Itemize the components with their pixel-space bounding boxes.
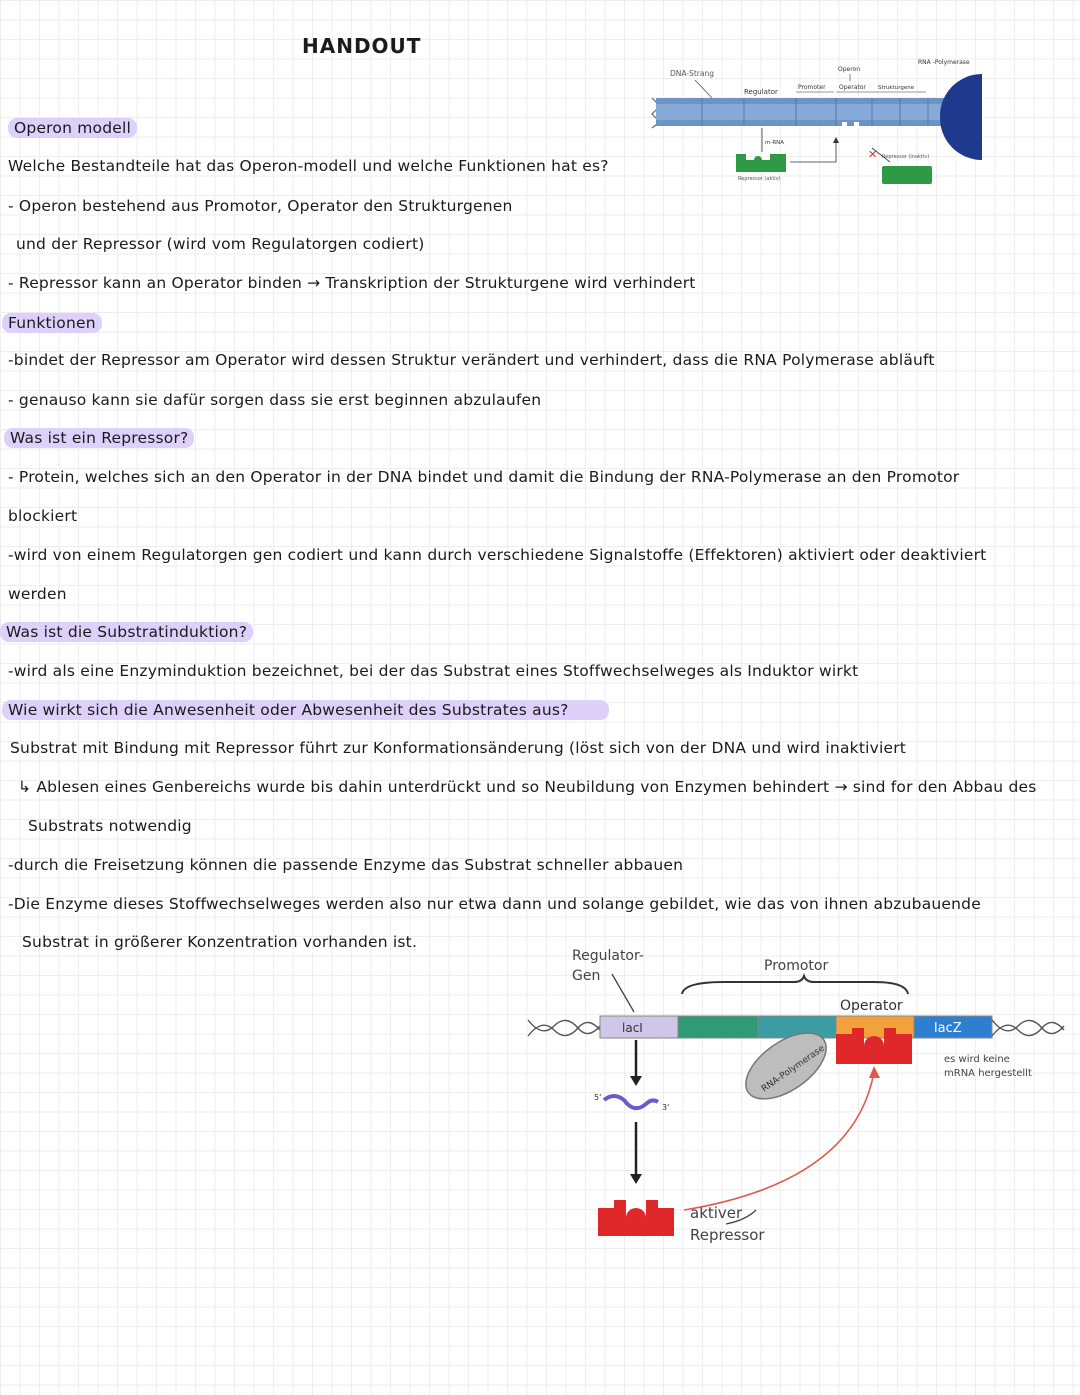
pointer-dna: [695, 80, 712, 98]
label-aktiver-repressor-1: aktiver: [690, 1204, 743, 1222]
repressor-inactive-shape: [882, 166, 932, 184]
label-mrna: m-RNA: [765, 140, 785, 146]
label-dna-strang: DNA-Strang: [670, 69, 714, 78]
label-five-prime: 5': [594, 1093, 602, 1102]
label-regulator: Regulator: [744, 88, 778, 96]
wirkung-line-3: Substrats notwendig: [28, 817, 192, 835]
repressor-free-shape: [598, 1200, 674, 1236]
answer-line-1: - Operon bestehend aus Promotor, Operator den Strukturgenen: [8, 197, 513, 215]
funktion-line-1: -bindet der Repressor am Operator wird dessen Struktur verändert und verhindert, dass die RNA Polymerase abläuft: [8, 351, 935, 369]
heading-wirkung: Wie wirkt sich die Anwesenheit oder Abwesenheit des Substrates aus?: [2, 700, 609, 720]
label-repressor-aktiv: Repressor (aktiv): [738, 176, 781, 182]
answer-line-2: und der Repressor (wird vom Regulatorgen codiert): [16, 235, 425, 253]
label-aktiver-repressor-2: Repressor: [690, 1226, 765, 1244]
label-laci: lacI: [622, 1021, 643, 1035]
label-rna-polymerase-top: RNA -Polymerase: [918, 59, 970, 66]
mrna-squiggle: [604, 1096, 658, 1108]
operon-diagram-top: [650, 52, 990, 192]
pointer-regulator-gen: [612, 974, 634, 1012]
wirkung-line-5: -Die Enzyme dieses Stoffwechselweges werden also nur etwa dann und solange gebildet, wie das von ihnen abzubauende: [8, 895, 981, 913]
gene-spacer: [678, 1016, 758, 1038]
heading-operon-modell: Operon modell: [8, 118, 137, 138]
rna-polymerase-shape: [940, 74, 982, 160]
binding-arrow: [790, 140, 836, 162]
label-operator: Operator: [839, 84, 866, 91]
lac-operon-diagram: [524, 942, 1072, 1262]
label-promotor: Promotor: [764, 958, 829, 974]
heading-substratinduktion: Was ist die Substratinduktion?: [0, 622, 253, 642]
arrow-laci-head: [630, 1076, 642, 1086]
label-promoter: Promoter: [798, 84, 826, 91]
funktion-line-2: - genauso kann sie dafür sorgen dass sie erst beginnen abzulaufen: [8, 391, 542, 409]
question-bestandteile: Welche Bestandteile hat das Operon-modell und welche Funktionen hat es?: [8, 157, 609, 175]
label-regulator-gen: Regulator-Gen: [572, 948, 644, 984]
wirkung-line-4: -durch die Freisetzung können die passende Enzyme das Substrat schneller abbauen: [8, 856, 684, 874]
repressor-line-2: blockiert: [8, 507, 78, 525]
label-lacz: lacZ: [934, 1021, 962, 1036]
heading-funktionen: Funktionen: [2, 313, 102, 333]
repressor-line-1: - Protein, welches sich an den Operator in der DNA bindet und damit die Bindung der RNA-Polymerase an den Promotor: [8, 468, 960, 486]
operator-notch: [854, 122, 859, 127]
answer-line-3: - Repressor kann an Operator binden → Transkription der Strukturgene wird verhindert: [8, 274, 696, 292]
label-rna-polymerase-bottom: RNA-Polymerase: [759, 1043, 827, 1095]
dna-bar-highlight: [656, 104, 948, 120]
wirkung-line-6: Substrat in größerer Konzentration vorhanden ist.: [22, 933, 418, 951]
binding-arrowhead: [833, 137, 839, 143]
label-operon: Operon: [838, 66, 861, 73]
arrow-mrna-head: [630, 1174, 642, 1184]
label-operator-bottom: Operator: [840, 998, 903, 1014]
binding-curve-arrowhead: [869, 1066, 880, 1078]
repressor-line-4: werden: [8, 585, 67, 603]
repressor-line-3: -wird von einem Regulatorgen gen codiert und kann durch verschiedene Signalstoffe (Effektoren) aktiviert oder deaktiviert: [8, 546, 987, 564]
page-title: HANDOUT: [302, 34, 422, 58]
wirkung-line-2: ↳ Ablesen eines Genbereichs wurde bis dahin unterdrückt und so Neubildung von Enzymen behindert → sind for den Abbau des: [18, 778, 1037, 796]
label-no-mrna: es wird keine mRNA hergestellt: [944, 1054, 1032, 1079]
label-strukturgene: Strukturgene: [878, 85, 915, 91]
label-three-prime: 3': [662, 1103, 670, 1112]
operator-notch: [842, 122, 847, 127]
promotor-brace: [682, 976, 908, 994]
wirkung-line-1: Substrat mit Bindung mit Repressor führt zur Konformationsänderung (löst sich von der DNA und wird inaktiviert: [10, 739, 907, 757]
label-repressor-inaktiv: Repressor (inaktiv): [882, 154, 930, 160]
cross-mark: ✕: [868, 148, 878, 161]
repressor-active-shape: [736, 154, 786, 172]
substrat-line-1: -wird als eine Enzyminduktion bezeichnet, bei der das Substrat eines Stoffwechselweges als Induktor wirkt: [8, 662, 859, 680]
heading-repressor: Was ist ein Repressor?: [4, 428, 194, 448]
